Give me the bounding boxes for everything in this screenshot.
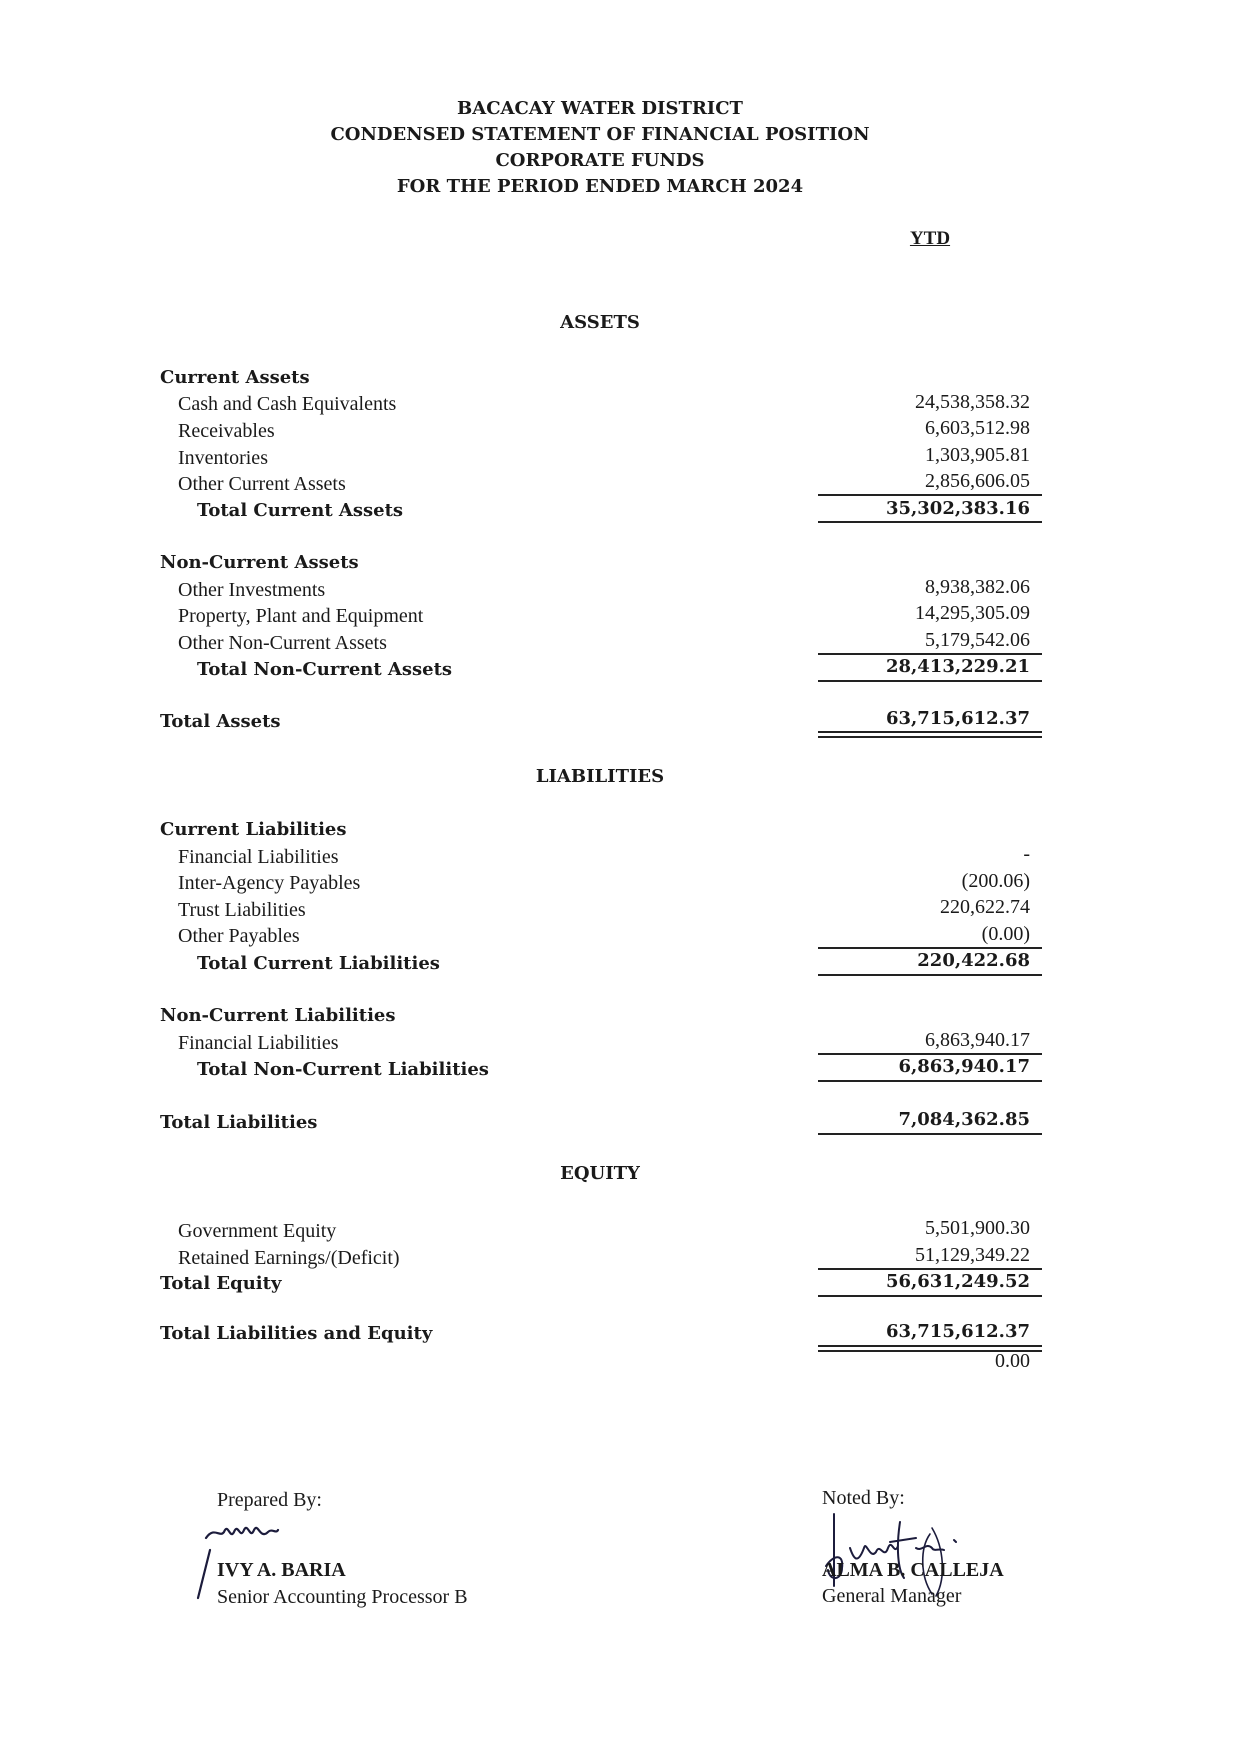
total-current-assets-label: Total Current Assets <box>197 500 404 521</box>
line-item-amount: 8,938,382.06 <box>925 576 1030 598</box>
line-item-label: Receivables <box>178 420 275 442</box>
line-item-amount: 220,622.74 <box>940 896 1030 918</box>
line-item-amount: 51,129,349.22 <box>915 1244 1030 1266</box>
line-item-label: Government Equity <box>178 1220 337 1242</box>
total-liabilities-equity-amount: 63,715,612.37 <box>885 1321 1030 1342</box>
line-item-amount: (200.06) <box>961 870 1030 892</box>
line-item-label: Property, Plant and Equipment <box>178 605 424 627</box>
total-rule <box>818 1080 1042 1082</box>
noted-by-name: ALMA B. CALLEJA <box>822 1559 1004 1581</box>
line-item-label: Other Payables <box>178 925 300 947</box>
total-noncurrent-assets-label: Total Non-Current Assets <box>197 659 453 680</box>
total-current-assets-amount: 35,302,383.16 <box>885 498 1030 519</box>
org-name: BACACAY WATER DISTRICT <box>457 98 743 119</box>
total-equity-label: Total Equity <box>160 1273 282 1294</box>
total-liabilities-amount: 7,084,362.85 <box>898 1109 1030 1130</box>
line-item-amount: 24,538,358.32 <box>915 391 1030 413</box>
total-noncurrent-liabilities-amount: 6,863,940.17 <box>898 1056 1030 1077</box>
total-liabilities-equity-label: Total Liabilities and Equity <box>160 1323 433 1344</box>
line-item-label: Trust Liabilities <box>178 899 306 921</box>
total-rule <box>818 974 1042 976</box>
line-item-label: Financial Liabilities <box>178 846 339 868</box>
double-rule <box>818 731 1042 738</box>
total-liabilities-label: Total Liabilities <box>160 1112 318 1133</box>
total-noncurrent-assets-amount: 28,413,229.21 <box>885 656 1030 677</box>
document-header <box>0 96 1200 200</box>
total-noncurrent-liabilities-label: Total Non-Current Liabilities <box>197 1059 489 1080</box>
statement-title: CONDENSED STATEMENT OF FINANCIAL POSITION <box>330 124 870 145</box>
group-heading-noncurrent-liabilities: Non-Current Liabilities <box>160 1005 396 1026</box>
section-title-liabilities: LIABILITIES <box>535 766 665 787</box>
balance-check-amount: 0.00 <box>995 1350 1030 1372</box>
group-heading-current-assets: Current Assets <box>160 367 310 388</box>
group-heading-noncurrent-assets: Non-Current Assets <box>160 552 359 573</box>
line-item-amount: 1,303,905.81 <box>925 444 1030 466</box>
group-heading-current-liabilities: Current Liabilities <box>160 819 347 840</box>
total-rule <box>818 521 1042 523</box>
prepared-by-name: IVY A. BARIA <box>217 1559 346 1581</box>
section-title-equity: EQUITY <box>560 1163 640 1184</box>
line-item-amount: - <box>1023 843 1030 865</box>
line-item-label: Other Non-Current Assets <box>178 632 387 654</box>
noted-by-caption: Noted By: <box>822 1487 905 1509</box>
line-item-label: Other Current Assets <box>178 473 346 495</box>
subtotal-rule <box>818 494 1042 496</box>
line-item-amount: 5,501,900.30 <box>925 1217 1030 1239</box>
line-item-label: Inter-Agency Payables <box>178 872 361 894</box>
total-assets-label: Total Assets <box>160 711 281 732</box>
period: FOR THE PERIOD ENDED MARCH 2024 <box>396 176 804 197</box>
total-rule <box>818 680 1042 682</box>
line-item-amount: 6,863,940.17 <box>925 1029 1030 1051</box>
total-rule <box>818 1133 1042 1135</box>
line-item-label: Other Investments <box>178 579 326 601</box>
total-current-liabilities-label: Total Current Liabilities <box>197 953 440 974</box>
fund-name: CORPORATE FUNDS <box>495 150 705 171</box>
line-item-label: Financial Liabilities <box>178 1032 339 1054</box>
prepared-by-position: Senior Accounting Processor B <box>217 1586 468 1608</box>
line-item-amount: (0.00) <box>981 923 1030 945</box>
line-item-label: Inventories <box>178 447 268 469</box>
line-item-amount: 14,295,305.09 <box>915 602 1030 624</box>
section-title-assets: ASSETS <box>560 312 640 333</box>
total-rule <box>818 1295 1042 1297</box>
line-item-label: Cash and Cash Equivalents <box>178 393 397 415</box>
total-equity-amount: 56,631,249.52 <box>885 1271 1030 1292</box>
prepared-by-caption: Prepared By: <box>217 1489 322 1511</box>
total-current-liabilities-amount: 220,422.68 <box>917 950 1030 971</box>
noted-by-position: General Manager <box>822 1585 962 1607</box>
line-item-amount: 2,856,606.05 <box>925 470 1030 492</box>
line-item-amount: 6,603,512.98 <box>925 417 1030 439</box>
line-item-label: Retained Earnings/(Deficit) <box>178 1247 400 1269</box>
column-header-ytd: YTD <box>909 228 951 249</box>
total-assets-amount: 63,715,612.37 <box>885 708 1030 729</box>
line-item-amount: 5,179,542.06 <box>925 629 1030 651</box>
